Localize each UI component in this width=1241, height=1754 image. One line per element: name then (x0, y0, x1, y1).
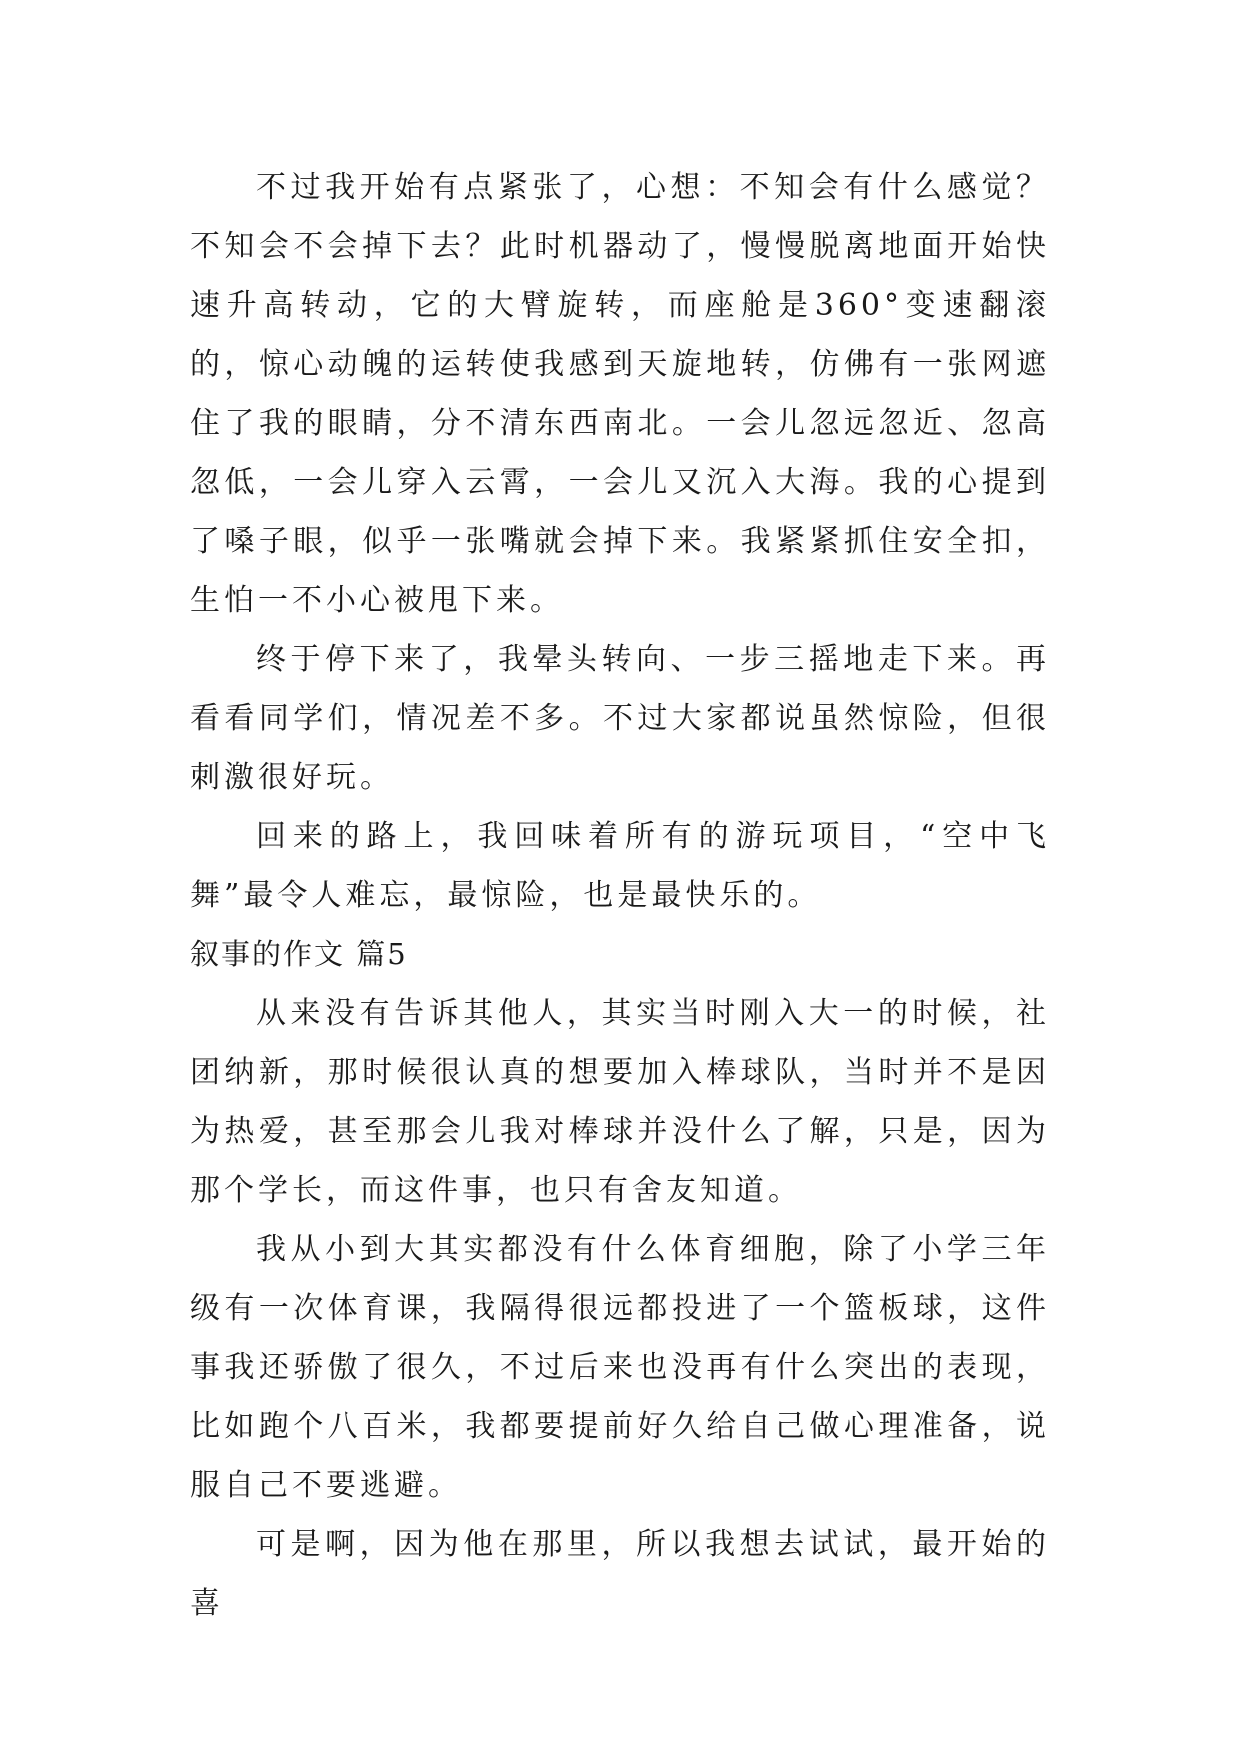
document-body (190, 158, 1050, 1633)
section-heading: 叙事的作文 篇5 (190, 937, 408, 971)
paragraph: 终于停下来了，我晕头转向、一步三摇地走下来。再看看同学们，情况差不多。不过大家都说虽然惊险，但很刺激很好玩。 (190, 642, 1050, 795)
paragraph: 可是啊，因为他在那里，所以我想去试试，最开始的喜 (190, 1527, 1050, 1621)
paragraph: 不过我开始有点紧张了，心想：不知会有什么感觉？不知会不会掉下去？此时机器动了，慢慢脱离地面开始快速升高转动，它的大臂旋转，而座舱是360°变速翻滚的，惊心动魄的运转使我感到天旋地转，仿佛有一张网遮住了我的眼睛，分不清东西南北。一会儿忽远忽近、忽高忽低，一会儿穿入云霄，一会儿又沉入大海。我的心提到了嗓子眼，似乎一张嘴就会掉下来。我紧紧抓住安全扣，生怕一不小心被甩下来。 (190, 170, 1050, 618)
paragraph: 我从小到大其实都没有什么体育细胞，除了小学三年级有一次体育课，我隔得很远都投进了一个篮板球，这件事我还骄傲了很久，不过后来也没再有什么突出的表现，比如跑个八百米，我都要提前好久给自己做心理准备，说服自己不要逃避。 (190, 1232, 1050, 1503)
paragraph: 从来没有告诉其他人，其实当时刚入大一的时候，社团纳新，那时候很认真的想要加入棒球队，当时并不是因为热爱，甚至那会儿我对棒球并没什么了解，只是，因为那个学长，而这件事，也只有舍友知道。 (190, 996, 1050, 1208)
paragraph: 回来的路上，我回味着所有的游玩项目，“空中飞舞”最令人难忘，最惊险，也是最快乐的。 (190, 819, 1050, 913)
